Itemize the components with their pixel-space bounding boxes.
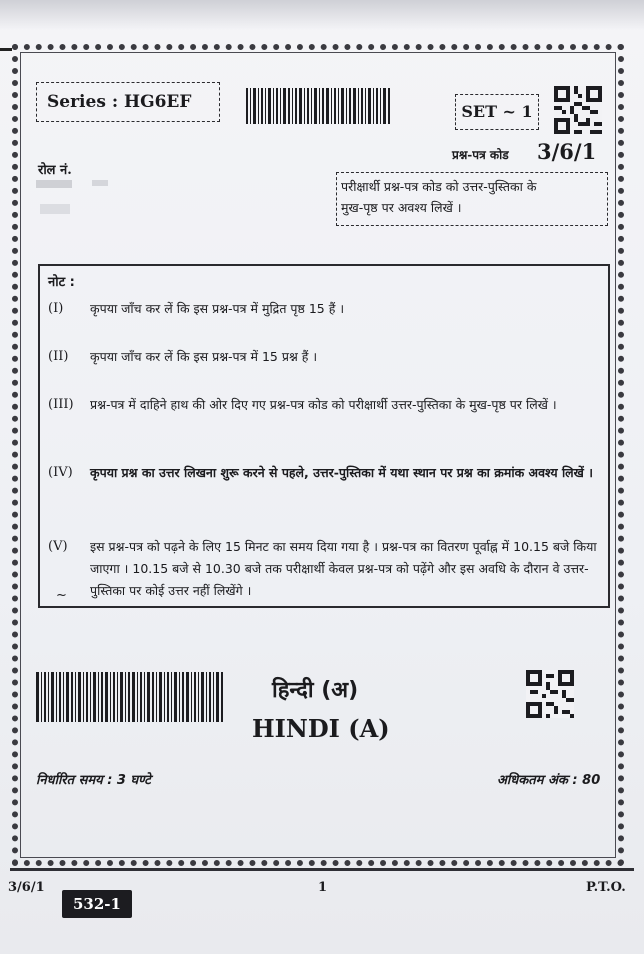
barcode-bottom <box>36 672 226 722</box>
subject-title-english: HINDI (A) <box>252 714 390 743</box>
roll-number-redacted <box>92 180 108 186</box>
footer-paper-code: 3/6/1 <box>8 880 45 895</box>
footer-rule <box>10 868 634 871</box>
note-item-text: प्रश्न-पत्र में दाहिने हाथ की ओर दिए गए प्रश्न-पत्र कोड को परीक्षार्थी उत्तर-पुस्तिका के मुख-पृष्ठ पर लिखें । <box>90 397 557 412</box>
barcode-top <box>246 88 392 124</box>
note-item-number: (I) <box>48 301 64 316</box>
maximum-marks: अधिकतम अंक : 80 <box>497 773 601 788</box>
note-item-text: कृपया जाँच कर लें कि इस प्रश्न-पत्र में 15 प्रश्न हैं । <box>90 349 318 364</box>
code-instruction-box <box>336 172 608 226</box>
code-instruction-line: परीक्षार्थी प्रश्न-पत्र कोड को उत्तर-पुस्तिका के <box>341 179 537 194</box>
roll-number-redacted <box>40 204 70 214</box>
edge-mark <box>0 48 12 51</box>
note-item-text: कृपया प्रश्न का उत्तर लिखना शुरू करने से पहले, उत्तर-पुस्तिका में यथा स्थान पर प्रश्न का क्रमांक अवश्य लिखें । <box>90 465 593 480</box>
qr-code-top <box>554 86 602 134</box>
note-title: नोट : <box>48 275 75 290</box>
page-number: 1 <box>318 880 328 895</box>
roll-number-label: रोल नं. <box>38 163 72 178</box>
note-item-number: (II) <box>48 349 69 364</box>
subject-title-hindi: हिन्दी (अ) <box>272 678 359 703</box>
series-label: Series : HG6EF <box>36 82 220 122</box>
note-item-text: कृपया जाँच कर लें कि इस प्रश्न-पत्र में मुद्रित पृष्ठ 15 हैं । <box>90 301 345 316</box>
qr-code-bottom <box>526 670 574 718</box>
question-code: 3/6/1 <box>537 139 597 164</box>
set-label: SET ~ 1 <box>455 94 539 130</box>
question-code-label: प्रश्न-पत्र कोड <box>452 148 509 162</box>
note-item-number: (V) <box>48 539 68 554</box>
top-shadow <box>0 0 644 30</box>
note-item-text: इस प्रश्न-पत्र को पढ़ने के लिए 15 मिनट का समय दिया गया है । प्रश्न-पत्र का वितरण पूर्वाह्न में 10.15 बजे किया जाएगा । 10.15 बजे से 10.30 बजे तक परीक्षार्थी केवल प्रश्न-पत्र को पढ़ेंगे और इस अवधि के दौरान वे उत्तर-पुस्तिका पर कोई उत्तर नहीं लिखेंगे । <box>90 539 597 598</box>
note-item-number: (IV) <box>48 465 73 480</box>
tilde-mark: ~ <box>56 588 67 603</box>
pto-label: P.T.O. <box>586 880 626 895</box>
code-instruction-line: मुख-पृष्ठ पर अवश्य लिखें । <box>341 200 462 215</box>
paper-id-badge: 532-1 <box>62 890 132 918</box>
note-box <box>38 264 610 608</box>
time-allowed: निर्धारित समय : 3 घण्टे <box>36 773 151 788</box>
note-item-number: (III) <box>48 397 74 412</box>
roll-number-redacted <box>36 180 72 188</box>
